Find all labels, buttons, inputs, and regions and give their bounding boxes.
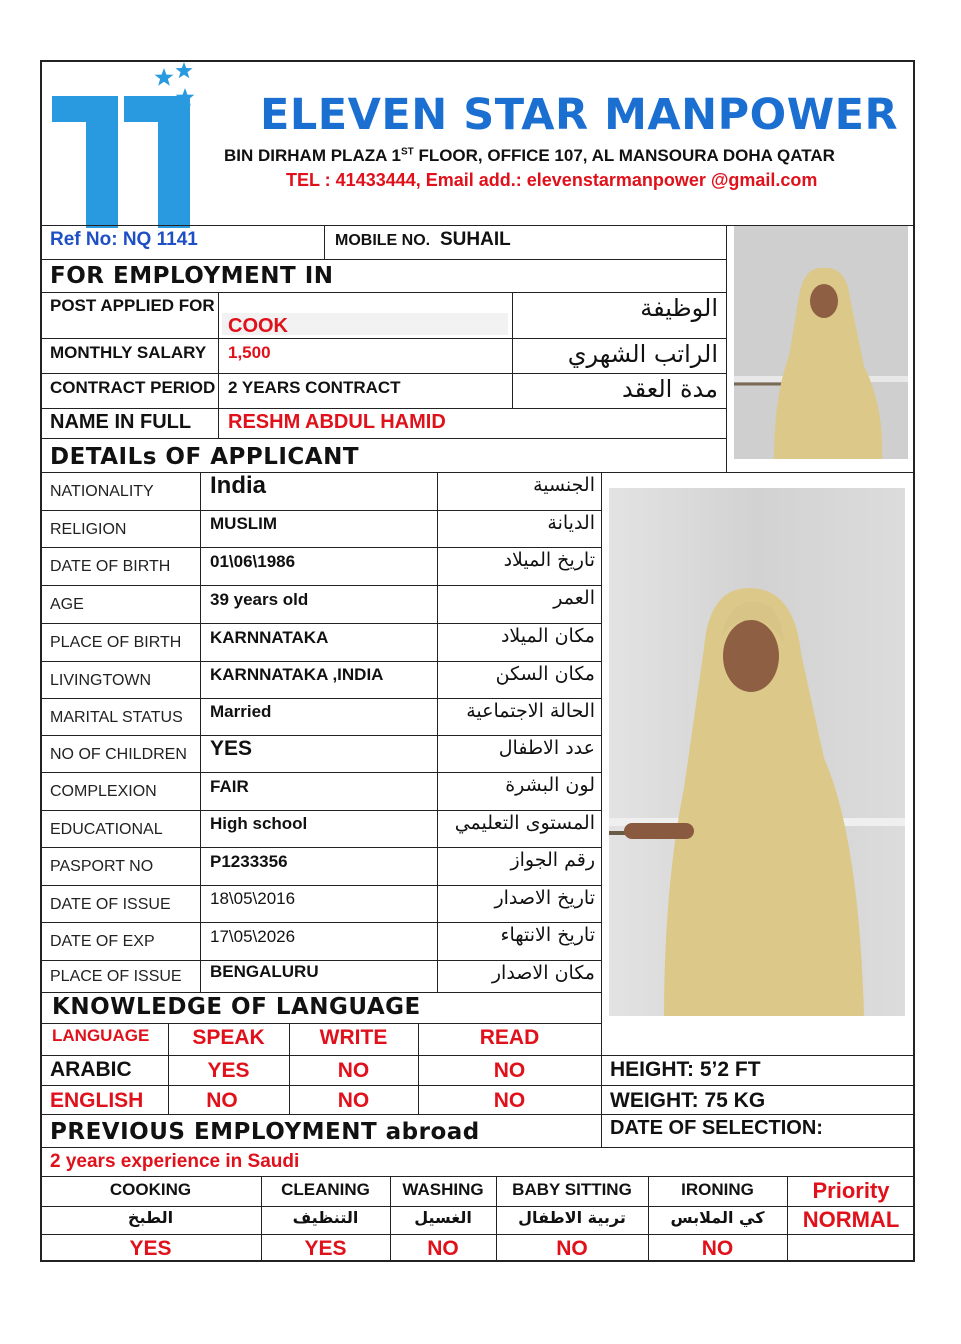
name-label: NAME IN FULL	[50, 411, 192, 433]
detail-value: High school	[210, 814, 308, 833]
detail-label: DATE OF ISSUE	[50, 895, 171, 913]
divider	[218, 292, 219, 438]
detail-value: KARNNATAKA ,INDIA	[210, 665, 384, 684]
skill-label: CLEANING	[281, 1180, 370, 1199]
divider	[40, 698, 601, 699]
detail-label: NATIONALITY	[50, 483, 154, 500]
detail-arabic-label: المستوى التعليمي	[454, 812, 595, 834]
divider	[512, 292, 513, 408]
detail-label: RELIGION	[50, 520, 127, 538]
details-heading: DETAILs OF APPLICANT	[50, 444, 360, 470]
skill-arabic-label: الطبخ	[127, 1208, 174, 1227]
contract-value: 2 YEARS CONTRACT	[228, 378, 401, 397]
detail-value: BENGALURU	[210, 961, 319, 981]
english-write: NO	[337, 1089, 370, 1112]
detail-value: 39 years old	[210, 589, 309, 609]
detail-arabic-label: الجنسية	[533, 474, 595, 496]
detail-arabic-label: تاريخ الانتهاء	[500, 924, 595, 946]
detail-arabic-label: مكان الاصدار	[491, 962, 595, 984]
employment-heading: FOR EMPLOYMENT IN	[50, 263, 334, 289]
detail-value: India	[210, 472, 267, 499]
english-speak: NO	[206, 1089, 238, 1112]
detail-label: DATE OF EXP	[50, 933, 155, 950]
divider	[40, 338, 726, 339]
divider	[40, 510, 601, 511]
applicant-portrait-photo	[734, 226, 908, 459]
height-text: HEIGHT: 5’2 FT	[610, 1058, 761, 1081]
priority-label: Priority	[812, 1178, 890, 1203]
detail-arabic-label: مكان السكن	[495, 663, 595, 685]
divider	[40, 1023, 601, 1024]
detail-value: 17\05\2026	[210, 926, 296, 946]
divider	[601, 1056, 602, 1147]
detail-arabic-label: رقم الجواز	[510, 849, 595, 871]
skill-label: WASHING	[402, 1180, 484, 1199]
skill-value: YES	[304, 1237, 347, 1260]
divider	[40, 1176, 915, 1177]
skill-value: NO	[556, 1237, 588, 1260]
post-arabic: الوظيفة	[640, 294, 718, 322]
applicant-full-photo-icon	[609, 488, 905, 1016]
salary-arabic: الراتب الشهري	[567, 340, 718, 368]
divider	[40, 992, 601, 993]
divider	[40, 885, 601, 886]
divider	[40, 922, 601, 923]
detail-label: DATE OF BIRTH	[50, 558, 171, 575]
arabic-read: NO	[493, 1059, 526, 1082]
skill-arabic-label: كي الملابس	[670, 1208, 765, 1227]
star-icon	[150, 62, 200, 112]
priority-value: NORMAL	[802, 1207, 900, 1232]
address-superscript: ST	[400, 146, 414, 158]
detail-value: Married	[210, 702, 272, 721]
language-col-label: LANGUAGE	[52, 1026, 150, 1045]
divider	[200, 472, 201, 992]
divider	[40, 292, 726, 293]
detail-arabic-label: مكان الميلاد	[500, 625, 595, 647]
divider	[40, 1147, 915, 1148]
detail-value: YES	[210, 737, 253, 760]
date-of-selection: DATE OF SELECTION:	[610, 1117, 823, 1139]
address-part: BIN DIRHAM PLAZA 1	[224, 146, 401, 165]
divider	[40, 960, 601, 961]
weight-text: WEIGHT: 75 KG	[610, 1089, 766, 1112]
company-address	[224, 147, 835, 164]
skill-label: IRONING	[681, 1180, 754, 1199]
divider	[40, 623, 601, 624]
detail-arabic-label: تاريخ الميلاد	[503, 549, 595, 571]
divider	[40, 408, 726, 409]
arabic-write: NO	[337, 1059, 370, 1082]
applicant-full-photo	[609, 488, 905, 1016]
post-label: POST APPLIED FOR	[50, 296, 215, 315]
detail-label: AGE	[50, 596, 84, 613]
detail-label: COMPLEXION	[50, 783, 157, 800]
detail-value: KARNNATAKA	[210, 627, 329, 647]
detail-value: 01\06\1986	[210, 551, 296, 571]
skill-arabic-label: التنظيف	[292, 1208, 359, 1227]
divider	[601, 472, 602, 1056]
detail-value: 18\05\2016	[210, 889, 296, 908]
divider	[40, 472, 915, 473]
skill-value: YES	[129, 1237, 172, 1260]
divider	[40, 772, 601, 773]
skill-value: NO	[701, 1237, 734, 1260]
experience-text: 2 years experience in Saudi	[50, 1151, 300, 1172]
detail-label: MARITAL STATUS	[50, 708, 183, 726]
detail-arabic-label: العمر	[553, 587, 595, 609]
detail-label: PASPORT NO	[50, 858, 154, 875]
divider	[40, 1206, 915, 1207]
divider	[40, 373, 726, 374]
mobile-label: MOBILE NO.	[335, 232, 431, 249]
salary-value: 1,500	[228, 343, 271, 362]
skill-arabic-label: الغسيل	[414, 1208, 472, 1227]
english-read: NO	[493, 1089, 526, 1112]
detail-label: PLACE OF BIRTH	[50, 634, 182, 651]
detail-arabic-label: عدد الاطفال	[498, 737, 595, 759]
skill-label: COOKING	[109, 1180, 192, 1199]
detail-label: LIVINGTOWN	[50, 671, 152, 689]
language-name-english: ENGLISH	[50, 1089, 144, 1112]
skill-arabic-label: تربية الاطفال	[518, 1208, 626, 1227]
ref-number: Ref No: NQ 1141	[50, 229, 198, 250]
divider	[40, 847, 601, 848]
divider	[40, 1055, 915, 1056]
skill-label: BABY SITTING	[512, 1180, 632, 1199]
detail-value: MUSLIM	[210, 514, 278, 533]
detail-arabic-label: لون البشرة	[505, 774, 595, 796]
divider	[726, 225, 727, 472]
contract-label: CONTRACT PERIOD	[50, 378, 216, 397]
divider	[40, 1234, 915, 1235]
divider	[40, 1085, 915, 1086]
language-name-arabic: ARABIC	[50, 1058, 132, 1081]
address-part: FLOOR, OFFICE 107, AL MANSOURA DOHA QATAR	[413, 146, 835, 165]
skill-value: NO	[427, 1237, 459, 1260]
company-name: ELEVEN STAR MANPOWER	[260, 90, 899, 140]
company-contact: TEL : 41433444, Email add.: elevenstarmanpower @gmail.com	[286, 170, 818, 190]
applicant-portrait-photo-icon	[734, 226, 908, 459]
divider	[40, 585, 601, 586]
divider	[40, 810, 601, 811]
detail-label: NO OF CHILDREN	[50, 745, 187, 763]
read-col-label: READ	[479, 1026, 540, 1049]
detail-value: P1233356	[210, 851, 288, 871]
detail-value: FAIR	[210, 776, 249, 796]
previous-employment-heading: PREVIOUS EMPLOYMENT abroad	[50, 1119, 480, 1145]
divider	[40, 259, 726, 260]
divider	[40, 735, 601, 736]
divider	[40, 547, 601, 548]
detail-label: PLACE OF ISSUE	[50, 968, 182, 985]
contract-arabic: مدة العقد	[622, 375, 718, 403]
write-col-label: WRITE	[319, 1026, 388, 1049]
arabic-speak: YES	[207, 1059, 250, 1082]
detail-arabic-label: تاريخ الاصدار	[494, 887, 595, 909]
divider	[40, 661, 601, 662]
detail-label: EDUCATIONAL	[50, 820, 163, 838]
post-value: COOK	[228, 315, 288, 337]
detail-arabic-label: الحالة الاجتماعية	[466, 700, 595, 722]
divider	[324, 225, 325, 259]
divider	[437, 472, 438, 992]
salary-label: MONTHLY SALARY	[50, 343, 207, 362]
language-heading: KNOWLEDGE OF LANGUAGE	[52, 994, 421, 1020]
detail-arabic-label: الديانة	[547, 512, 595, 534]
mobile-value: SUHAIL	[440, 229, 511, 250]
name-value: RESHM ABDUL HAMID	[228, 411, 446, 433]
divider	[40, 438, 726, 439]
speak-col-label: SPEAK	[192, 1026, 265, 1049]
divider	[40, 1114, 915, 1115]
